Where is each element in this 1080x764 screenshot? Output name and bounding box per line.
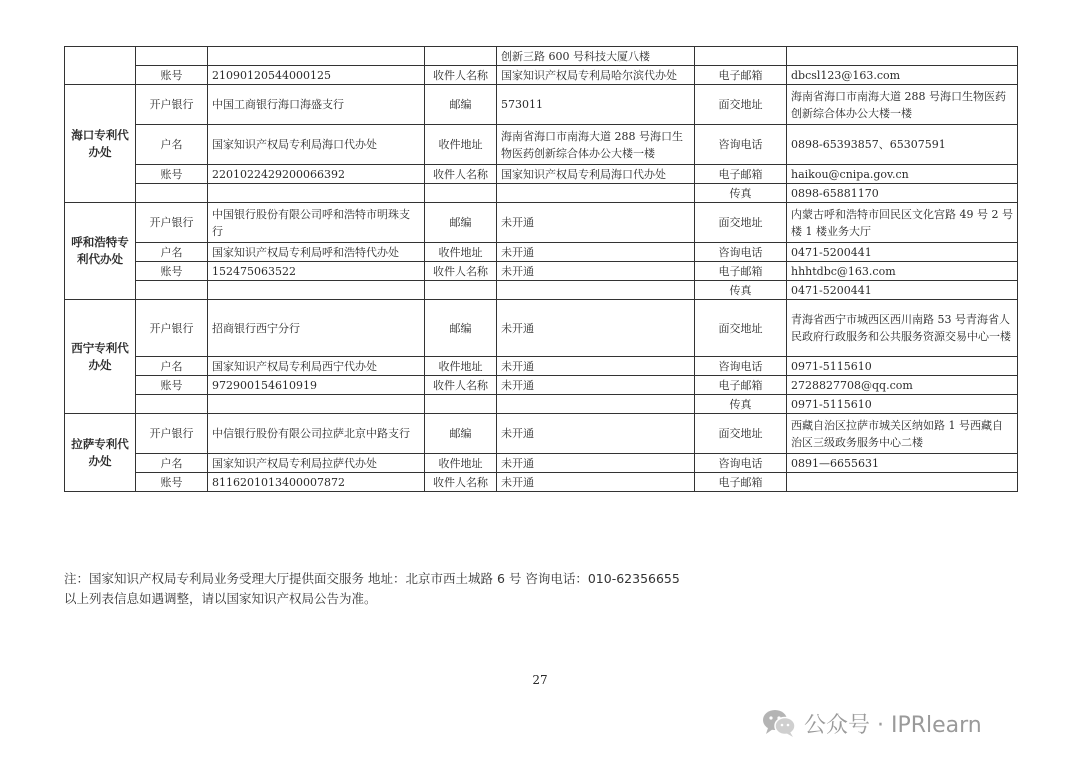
field-label — [136, 281, 208, 300]
field-label — [136, 395, 208, 414]
watermark — [762, 703, 982, 743]
footnote-line-1: 注：国家知识产权局专利局业务受理大厅提供面交服务 地址：北京市西土城路 6 号 咨询电话：010-62356655 — [64, 571, 680, 586]
field-label: 收件人名称 — [425, 165, 497, 184]
table-row — [65, 395, 1018, 414]
office-name: 呼和浩特专利代办处 — [65, 203, 136, 300]
field-value: 国家知识产权局专利局西宁代办处 — [208, 357, 425, 376]
field-label: 账号 — [136, 66, 208, 85]
field-label: 开户银行 — [136, 300, 208, 357]
field-label: 咨询电话 — [695, 454, 787, 473]
table-row — [65, 203, 1018, 243]
field-value: 8116201013400007872 — [208, 473, 425, 492]
field-value: 152475063522 — [208, 262, 425, 281]
field-label: 传真 — [695, 281, 787, 300]
field-label — [136, 47, 208, 66]
table-row — [65, 414, 1018, 454]
field-label: 户名 — [136, 454, 208, 473]
field-label: 面交地址 — [695, 300, 787, 357]
field-value: 未开通 — [497, 473, 695, 492]
field-value: 中国工商银行海口海盛支行 — [208, 85, 425, 125]
field-value: 海南省海口市南海大道 288 号海口生物医药创新综合体办公大楼一楼 — [787, 85, 1018, 125]
field-value: 国家知识产权局专利局呼和浩特代办处 — [208, 243, 425, 262]
field-label: 邮编 — [425, 414, 497, 454]
field-label — [425, 395, 497, 414]
field-value: 972900154610919 — [208, 376, 425, 395]
table-row — [65, 243, 1018, 262]
footnote — [64, 569, 680, 609]
field-label: 电子邮箱 — [695, 376, 787, 395]
table-row — [65, 165, 1018, 184]
field-label — [425, 47, 497, 66]
field-label: 传真 — [695, 184, 787, 203]
field-value: 未开通 — [497, 203, 695, 243]
field-value — [497, 395, 695, 414]
field-label: 户名 — [136, 243, 208, 262]
field-value: 2201022429200066392 — [208, 165, 425, 184]
office-name — [65, 47, 136, 85]
table-row — [65, 125, 1018, 165]
field-value: 未开通 — [497, 243, 695, 262]
field-value: 青海省西宁市城西区西川南路 53 号青海省人民政府行政服务和公共服务资源交易中心一楼 — [787, 300, 1018, 357]
field-label: 户名 — [136, 357, 208, 376]
field-label: 咨询电话 — [695, 125, 787, 165]
page-number: 27 — [532, 673, 548, 687]
field-value — [497, 281, 695, 300]
field-label: 账号 — [136, 473, 208, 492]
office-name: 西宁专利代办处 — [65, 300, 136, 414]
field-value: 573011 — [497, 85, 695, 125]
field-value: 未开通 — [497, 376, 695, 395]
field-value — [497, 184, 695, 203]
field-value: 国家知识产权局专利局海口代办处 — [208, 125, 425, 165]
field-value: 国家知识产权局专利局海口代办处 — [497, 165, 695, 184]
field-label — [695, 47, 787, 66]
field-label: 收件地址 — [425, 125, 497, 165]
field-value — [208, 395, 425, 414]
field-value: 0898-65393857、65307591 — [787, 125, 1018, 165]
field-value: 0971-5115610 — [787, 395, 1018, 414]
field-value: 中国银行股份有限公司呼和浩特市明珠支行 — [208, 203, 425, 243]
field-value: 西藏自治区拉萨市城关区纳如路 1 号西藏自治区三级政务服务中心二楼 — [787, 414, 1018, 454]
field-value: 未开通 — [497, 414, 695, 454]
field-label: 电子邮箱 — [695, 66, 787, 85]
field-label: 收件地址 — [425, 357, 497, 376]
table-row — [65, 66, 1018, 85]
field-label: 收件人名称 — [425, 376, 497, 395]
table-row — [65, 357, 1018, 376]
field-value: 0471-5200441 — [787, 243, 1018, 262]
field-value: 中信银行股份有限公司拉萨北京中路支行 — [208, 414, 425, 454]
field-label: 开户银行 — [136, 414, 208, 454]
field-value: 未开通 — [497, 454, 695, 473]
field-value: 创新三路 600 号科技大厦八楼 — [497, 47, 695, 66]
field-value: 0891—6655631 — [787, 454, 1018, 473]
field-label: 收件人名称 — [425, 66, 497, 85]
field-value: 0898-65881170 — [787, 184, 1018, 203]
field-value: 国家知识产权局专利局哈尔滨代办处 — [497, 66, 695, 85]
field-label — [425, 184, 497, 203]
field-label: 户名 — [136, 125, 208, 165]
field-value — [208, 47, 425, 66]
field-label: 电子邮箱 — [695, 262, 787, 281]
table-row — [65, 85, 1018, 125]
field-label: 开户银行 — [136, 85, 208, 125]
field-value: 未开通 — [497, 300, 695, 357]
field-value: 2728827708@qq.com — [787, 376, 1018, 395]
field-label: 收件地址 — [425, 243, 497, 262]
field-label: 开户银行 — [136, 203, 208, 243]
field-value — [787, 47, 1018, 66]
field-label: 收件人名称 — [425, 262, 497, 281]
field-label: 邮编 — [425, 203, 497, 243]
field-value: 未开通 — [497, 262, 695, 281]
footnote-line-2: 以上列表信息如遇调整，请以国家知识产权局公告为准。 — [64, 591, 377, 606]
field-label: 账号 — [136, 165, 208, 184]
field-label: 账号 — [136, 376, 208, 395]
table-row — [65, 262, 1018, 281]
field-label: 面交地址 — [695, 414, 787, 454]
field-label: 电子邮箱 — [695, 165, 787, 184]
table-row — [65, 300, 1018, 357]
table-row — [65, 281, 1018, 300]
field-label: 收件地址 — [425, 454, 497, 473]
field-label — [425, 281, 497, 300]
field-value: hhhtdbc@163.com — [787, 262, 1018, 281]
table-body — [65, 47, 1018, 492]
field-label: 咨询电话 — [695, 357, 787, 376]
watermark-text: 公众号 · IPRlearn — [804, 712, 982, 738]
field-label: 邮编 — [425, 85, 497, 125]
field-label: 传真 — [695, 395, 787, 414]
field-label: 账号 — [136, 262, 208, 281]
field-label: 电子邮箱 — [695, 473, 787, 492]
field-value: 招商银行西宁分行 — [208, 300, 425, 357]
office-name: 海口专利代办处 — [65, 85, 136, 203]
field-label: 邮编 — [425, 300, 497, 357]
wechat-icon — [762, 708, 796, 738]
table-row — [65, 376, 1018, 395]
field-value — [208, 184, 425, 203]
office-name: 拉萨专利代办处 — [65, 414, 136, 492]
patent-office-table — [64, 46, 1018, 492]
table-row — [65, 184, 1018, 203]
field-label: 面交地址 — [695, 203, 787, 243]
field-value: 海南省海口市南海大道 288 号海口生物医药创新综合体办公大楼一楼 — [497, 125, 695, 165]
field-value: dbcsl123@163.com — [787, 66, 1018, 85]
field-label: 咨询电话 — [695, 243, 787, 262]
field-value: 内蒙古呼和浩特市回民区文化宫路 49 号 2 号楼 1 楼业务大厅 — [787, 203, 1018, 243]
field-value: haikou@cnipa.gov.cn — [787, 165, 1018, 184]
table-row — [65, 454, 1018, 473]
field-value: 0971-5115610 — [787, 357, 1018, 376]
field-label — [136, 184, 208, 203]
field-value: 0471-5200441 — [787, 281, 1018, 300]
field-value — [208, 281, 425, 300]
field-value: 未开通 — [497, 357, 695, 376]
table-row — [65, 47, 1018, 66]
field-label: 面交地址 — [695, 85, 787, 125]
field-value: 21090120544000125 — [208, 66, 425, 85]
field-value: 国家知识产权局专利局拉萨代办处 — [208, 454, 425, 473]
field-label: 收件人名称 — [425, 473, 497, 492]
field-value — [787, 473, 1018, 492]
table-row — [65, 473, 1018, 492]
